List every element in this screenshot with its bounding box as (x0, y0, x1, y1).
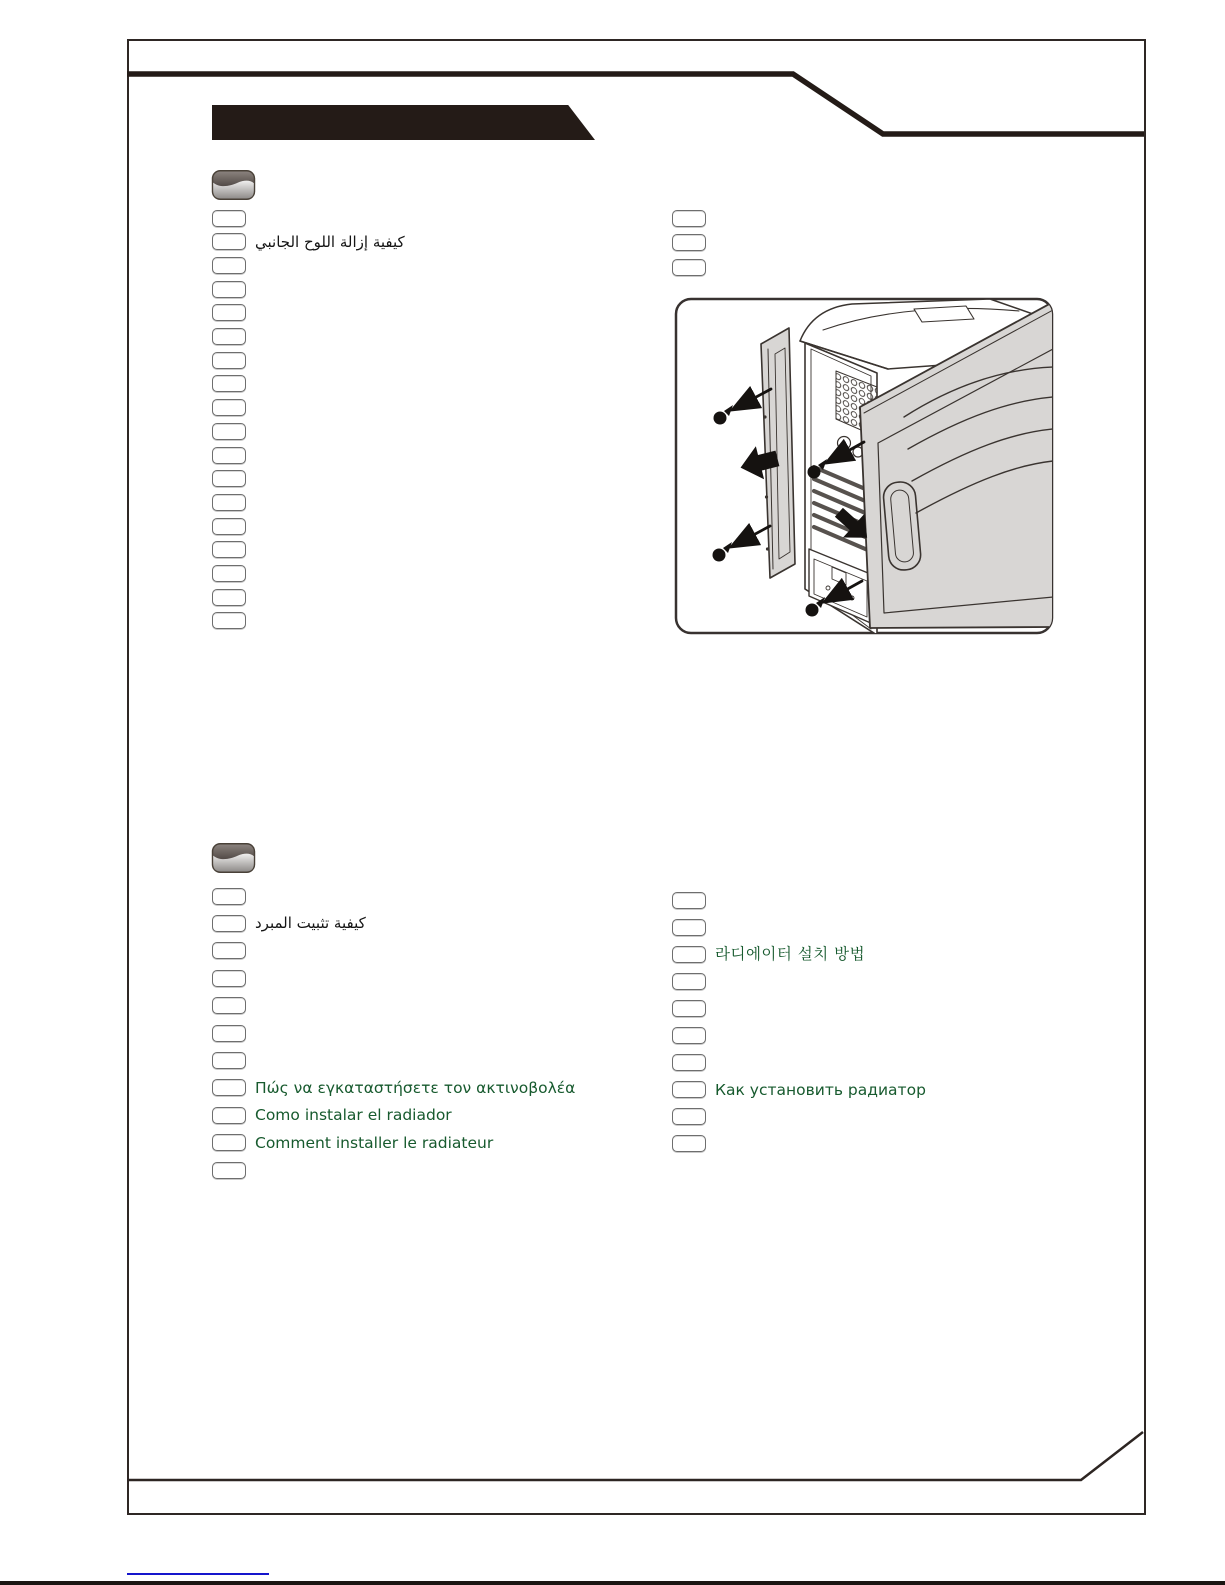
list-row (212, 421, 246, 441)
list-row (672, 1080, 926, 1100)
checkbox[interactable] (212, 233, 246, 250)
checkbox[interactable] (212, 399, 246, 416)
row-label: كيفية تثبيت المبرد (255, 914, 366, 933)
list-row (672, 944, 865, 964)
checkbox[interactable] (672, 892, 706, 909)
row-label: كيفية إزالة اللوح الجانبي (255, 232, 405, 251)
list-row (672, 917, 706, 937)
list-row (212, 279, 246, 299)
checkbox[interactable] (212, 1025, 246, 1042)
list-row (672, 890, 706, 910)
checkbox[interactable] (212, 997, 246, 1014)
checkbox[interactable] (212, 1079, 246, 1096)
list-row (212, 255, 246, 275)
checkbox[interactable] (212, 1162, 246, 1179)
list-row (672, 998, 706, 1018)
checkbox[interactable] (212, 304, 246, 321)
list-row (672, 1026, 706, 1046)
page-border (127, 39, 1146, 1515)
list-row (212, 941, 246, 961)
row-label: Como instalar el radiador (255, 1106, 452, 1125)
checkbox[interactable] (212, 375, 246, 392)
list-row (212, 232, 405, 252)
list-row (212, 587, 246, 607)
section-title-banner (212, 105, 595, 140)
checkbox[interactable] (212, 541, 246, 558)
checkbox[interactable] (212, 970, 246, 987)
list-row (212, 1133, 493, 1153)
checkbox[interactable] (672, 1027, 706, 1044)
list-row (212, 208, 246, 228)
checkbox[interactable] (672, 1000, 706, 1017)
page-bottom-rule (0, 1581, 1225, 1585)
list-row (212, 611, 246, 631)
checkbox[interactable] (212, 915, 246, 932)
checkbox[interactable] (212, 328, 246, 345)
list-row (212, 886, 246, 906)
footer-link-underline[interactable] (127, 1573, 269, 1575)
list-row (672, 257, 706, 277)
list-row (672, 208, 706, 228)
checkbox[interactable] (672, 946, 706, 963)
list-row (212, 445, 246, 465)
checkbox[interactable] (212, 589, 246, 606)
row-label: Comment installer le radiateur (255, 1133, 494, 1152)
checkbox[interactable] (212, 565, 246, 582)
section1-wave-icon (211, 170, 256, 200)
checkbox[interactable] (212, 888, 246, 905)
list-row (212, 398, 246, 418)
checkbox[interactable] (672, 234, 706, 251)
checkbox[interactable] (212, 257, 246, 274)
list-row (212, 968, 246, 988)
list-row (212, 374, 246, 394)
checkbox[interactable] (672, 259, 706, 276)
list-row (212, 327, 246, 347)
checkbox[interactable] (212, 352, 246, 369)
list-row (672, 1107, 706, 1127)
checkbox[interactable] (212, 494, 246, 511)
checkbox[interactable] (672, 210, 706, 227)
checkbox[interactable] (672, 1108, 706, 1125)
section2-wave-icon (211, 843, 256, 873)
list-row (212, 564, 246, 584)
checkbox[interactable] (672, 1081, 706, 1098)
checkbox[interactable] (212, 612, 246, 629)
row-label: Πώς να εγκαταστήσετε τον ακτινοβολέα (255, 1078, 576, 1097)
checkbox[interactable] (212, 281, 246, 298)
list-row (672, 233, 706, 253)
checkbox[interactable] (212, 423, 246, 440)
list-row (212, 1105, 452, 1125)
list-row (212, 996, 246, 1016)
checkbox[interactable] (672, 973, 706, 990)
side-panel-removal-illustration (674, 297, 1054, 637)
list-row (212, 1023, 246, 1043)
list-row (212, 303, 246, 323)
row-label: Как установить радиатор (715, 1080, 926, 1099)
checkbox[interactable] (672, 1135, 706, 1152)
list-row (672, 1053, 706, 1073)
checkbox[interactable] (212, 1134, 246, 1151)
list-row (212, 540, 246, 560)
list-row (672, 971, 706, 991)
checkbox[interactable] (212, 942, 246, 959)
checkbox[interactable] (212, 518, 246, 535)
list-row (212, 1160, 246, 1180)
checkbox[interactable] (212, 447, 246, 464)
checkbox[interactable] (212, 1107, 246, 1124)
checkbox[interactable] (212, 1052, 246, 1069)
list-row (212, 913, 366, 933)
row-label: 라디에이터 설치 방법 (715, 945, 866, 964)
list-row (212, 1050, 246, 1070)
list-row (212, 492, 246, 512)
list-row (212, 1078, 575, 1098)
checkbox[interactable] (212, 470, 246, 487)
checkbox[interactable] (672, 1054, 706, 1071)
checkbox[interactable] (212, 210, 246, 227)
list-row (212, 469, 246, 489)
list-row (212, 516, 246, 536)
checkbox[interactable] (672, 919, 706, 936)
list-row (212, 350, 246, 370)
list-row (672, 1134, 706, 1154)
